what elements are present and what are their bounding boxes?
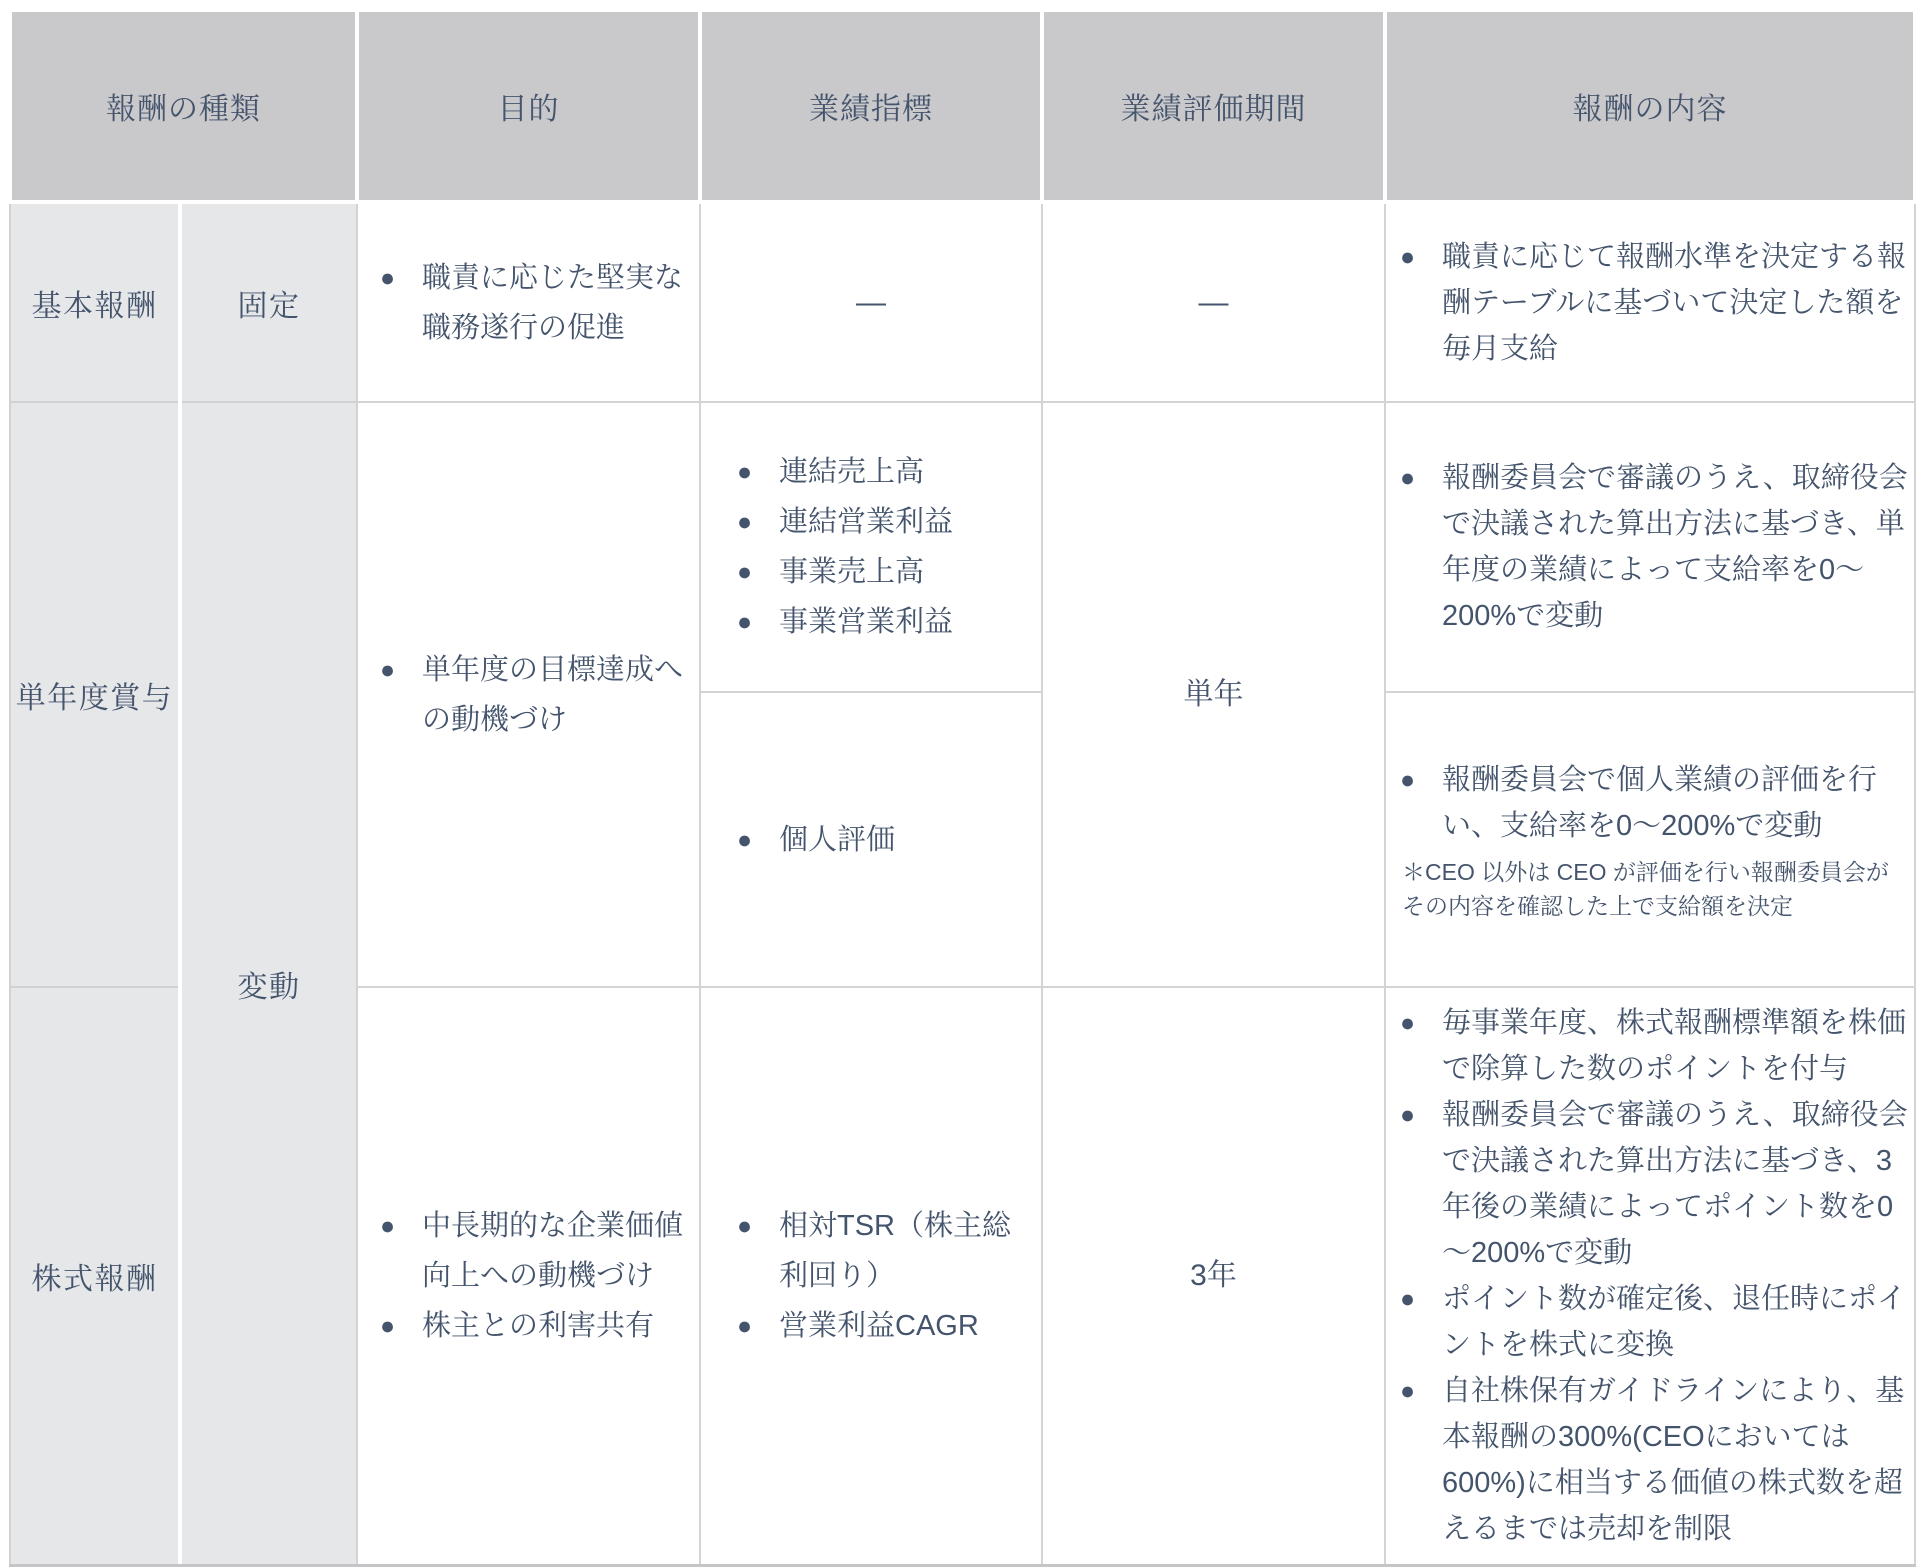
bullet-item [1400,455,1908,639]
bullet-icon: ● [737,825,753,854]
annual-individual-indicator-cell [700,692,1042,987]
bullet-text: 事業売上高 [779,556,925,588]
header-row [10,10,1915,202]
bullet-icon: ● [737,1212,753,1240]
bullet-text: 株主との利害共有 [422,1310,655,1342]
stock-purpose-cell [357,987,700,1567]
bullet-item [380,1201,689,1301]
bullet-item [737,547,1035,597]
bullet-item [380,1301,689,1351]
bullet-icon: ● [380,1312,396,1340]
bullet-text: 報酬委員会で審議のうえ、取締役会で決議された算出方法に基づき、単年度の業績によって支給率を0～200%で変動 [1442,462,1908,632]
annual-type-cell: 単年度賞与 [10,402,180,987]
bullet-item [380,253,689,353]
bullet-icon: ● [1400,765,1416,794]
bullet-icon: ● [1400,1101,1416,1129]
bullet-text: 報酬委員会で審議のうえ、取締役会で決議された算出方法に基づき、3年後の業績によってポイント数を0～200%で変動 [1442,1099,1908,1269]
bullet-item [380,645,689,745]
compensation-table [8,8,1917,1567]
bullet-item [737,597,1035,647]
stock-content-cell [1385,987,1915,1567]
bullet-text: 報酬委員会で個人業績の評価を行い、支給率を0～200%で変動 [1442,763,1878,842]
header-purpose: 目的 [357,10,700,202]
bullet-item [737,497,1035,547]
basic-type-cell: 基本報酬 [10,202,180,402]
bullet-text: ポイント数が確定後、退任時にポイントを株式に変換 [1442,1283,1907,1361]
bullet-text: 連結売上高 [779,456,925,488]
bullet-icon: ● [737,1312,753,1340]
bullet-item [1400,234,1908,372]
bullet-text: 単年度の目標達成への動機づけ [422,653,684,736]
bullet-icon: ● [737,458,753,486]
header-period: 業績評価期間 [1042,10,1385,202]
bullet-icon: ● [380,1212,396,1240]
bullet-text: 事業営業利益 [779,606,954,638]
bullet-icon: ● [1400,464,1416,492]
variable-style-cell: 変動 [180,402,357,1567]
basic-purpose-cell [357,202,700,402]
header-type: 報酬の種類 [10,10,357,202]
stock-period-cell: 3年 [1042,987,1385,1567]
bullet-item [737,1201,1035,1301]
header-content: 報酬の内容 [1385,10,1915,202]
bullet-item [1400,1368,1908,1552]
bullet-text: 営業利益CAGR [779,1310,979,1342]
ceo-evaluation-note: ＊CEO 以外は CEO が評価を行い報酬委員会がその内容を確認した上で支給額を決定 [1402,858,1889,919]
basic-indicator-cell [700,202,1042,402]
bullet-icon: ● [380,655,396,684]
dash: — [856,285,886,319]
basic-style-cell: 固定 [180,202,357,402]
bullet-item [737,1301,1035,1351]
bullet-item [1400,1092,1908,1276]
stock-type-cell: 株式報酬 [10,987,180,1567]
bullet-item [1400,757,1908,849]
header-indicator: 業績指標 [700,10,1042,202]
annual-company-content-cell [1385,402,1915,692]
bullet-icon: ● [737,608,753,636]
bullet-text: 中長期的な企業価値向上への動機づけ [422,1210,684,1292]
basic-content-cell [1385,202,1915,402]
bullet-text: 職責に応じた堅実な職務遂行の促進 [422,261,684,344]
row-annual-company [10,402,1915,692]
dash: — [1198,285,1229,319]
bullet-icon: ● [1400,242,1416,271]
bullet-item [1400,1000,1908,1092]
bullet-item [1400,1276,1908,1368]
bullet-text: 個人評価 [779,823,896,856]
annual-period-cell: 単年 [1042,402,1385,987]
bullet-item [737,815,1035,865]
bullet-text: 相対TSR（株主総利回り） [779,1210,1012,1292]
bullet-icon: ● [380,263,396,292]
bullet-icon: ● [1400,1285,1416,1313]
bullet-text: 連結営業利益 [779,506,954,538]
bullet-text: 自社株保有ガイドラインにより、基本報酬の300%(CEOにおいては600%)に相当する価値の株式数を超えるまでは売却を制限 [1442,1375,1905,1545]
annual-individual-content-cell [1385,692,1915,987]
stock-indicator-cell [700,987,1042,1567]
bullet-icon: ● [737,508,753,536]
bullet-icon: ● [1400,1009,1416,1037]
bullet-text: 毎事業年度、株式報酬標準額を株価で除算した数のポイントを付与 [1442,1007,1907,1085]
bullet-icon: ● [737,558,753,586]
bullet-item [737,447,1035,497]
row-basic [10,202,1915,402]
annual-purpose-cell [357,402,700,987]
bullet-icon: ● [1400,1377,1416,1405]
basic-period-cell [1042,202,1385,402]
annual-company-indicator-cell [700,402,1042,692]
bullet-text: 職責に応じて報酬水準を決定する報酬テーブルに基づいて決定した額を毎月支給 [1442,240,1907,365]
